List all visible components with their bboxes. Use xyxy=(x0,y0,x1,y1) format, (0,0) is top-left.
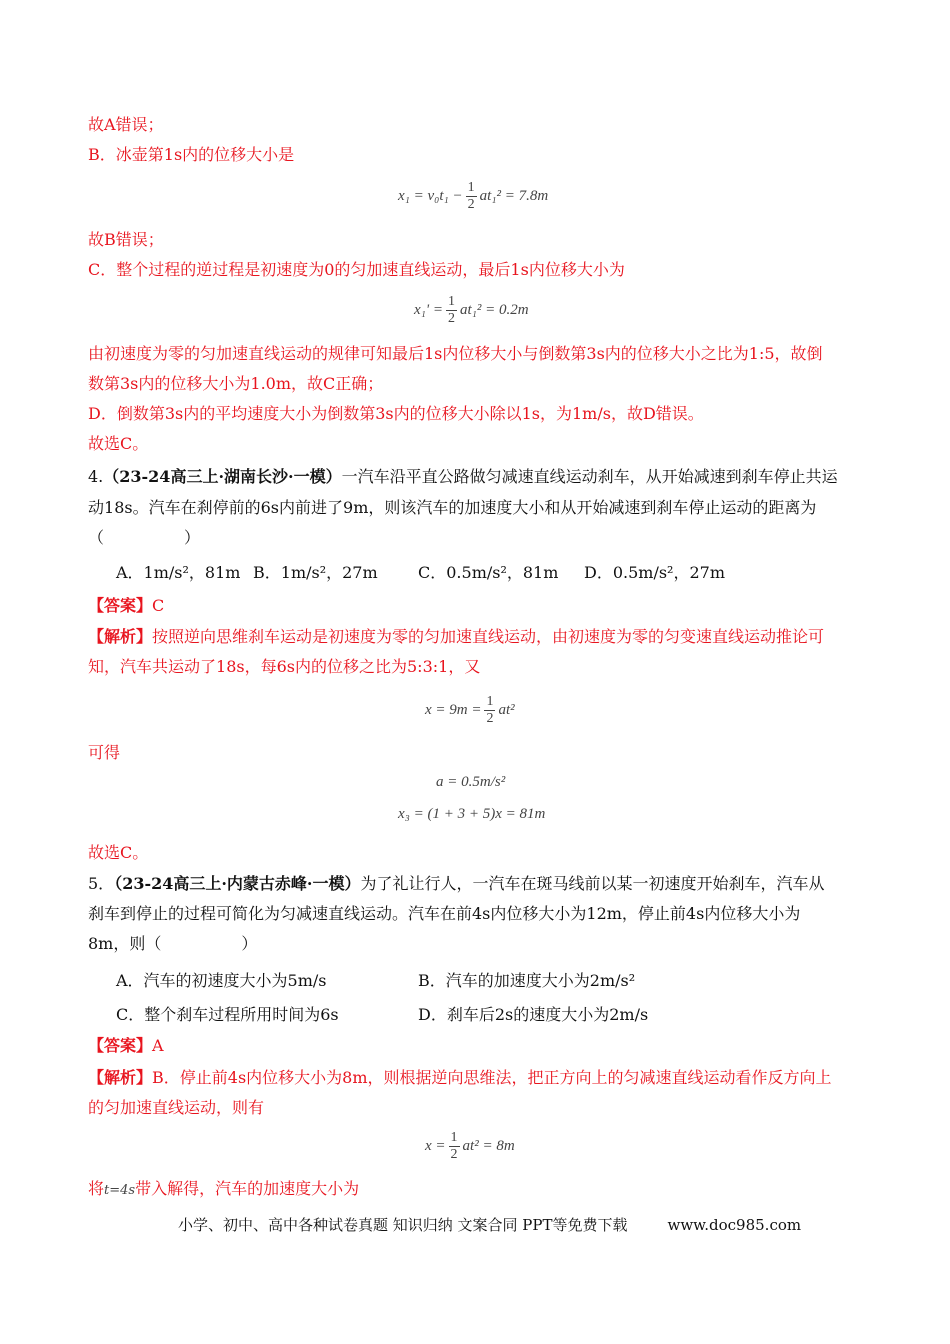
question-source: （23-24高三上·内蒙古赤峰·一模） xyxy=(114,874,361,893)
fraction: $\frac{1}{2}$ xyxy=(447,294,455,326)
option-b: B．汽车的加速度大小为2m/s² xyxy=(418,971,636,990)
option-d: D．0.5m/s²，27m xyxy=(584,563,725,582)
text-line: C．整个过程的逆过程是初速度为0的匀加速直线运动，最后1s内位移大小为 xyxy=(88,260,625,279)
equation: a = 0.5m/s² xyxy=(436,774,506,790)
text-line: 故选C。 xyxy=(88,434,149,453)
question-5-line-2: 刹车到停止的过程可简化为匀减速直线运动。汽车在前4s内位移大小为12m，停止前4s内位移大小为 xyxy=(88,904,801,923)
equation: x₃ = (1 + 3 + 5)x = 81m xyxy=(398,806,546,822)
text-line: B．冰壶第1s内的位移大小是 xyxy=(88,145,295,164)
text-line: D．倒数第3s内的平均速度大小为倒数第3s内的位移大小除以1s，为1m/s，故D错误。 xyxy=(88,404,704,423)
analysis-line-1: 【解析】按照逆向思维刹车运动是初速度为零的匀加速直线运动，由初速度为零的匀变速直线运动推论可 xyxy=(88,627,825,646)
text-line: 可得 xyxy=(88,743,121,762)
option-b: B．1m/s²，27m xyxy=(253,563,378,582)
analysis-line-2: 知，汽车共运动了18s，每6s内的位移之比为5:3:1，又 xyxy=(88,657,481,676)
analysis-line-1: 【解析】B．停止前4s内位移大小为8m，则根据逆向思维法，把正方向上的匀减速直线运动看作反方向上 xyxy=(88,1068,832,1087)
option-a: A．汽车的初速度大小为5m/s xyxy=(116,971,327,990)
fraction: $\frac{1}{2}$ xyxy=(486,694,494,726)
analysis-line-2: 的匀加速直线运动，则有 xyxy=(88,1098,265,1117)
equation: x₁' = $\frac{1}{2}$ at₁² = 0.2m xyxy=(414,294,529,326)
question-paren: （ ） xyxy=(88,528,201,547)
option-a: A．1m/s²，81m xyxy=(116,563,241,582)
question-5-line-3: 8m，则（ ） xyxy=(88,934,258,953)
option-c: C．整个刹车过程所用时间为6s xyxy=(116,1005,339,1024)
text-line: 数第3s内的位移大小为1.0m，故C正确； xyxy=(88,374,384,393)
text-line: 故选C。 xyxy=(88,843,149,862)
question-5-line-1: 5．（23-24高三上·内蒙古赤峰·一模）为了礼让行人，一汽车在斑马线前以某一初速度开始刹车，汽车从 xyxy=(88,874,825,893)
option-c: C．0.5m/s²，81m xyxy=(418,563,559,582)
text-line: 由初速度为零的匀加速直线运动的规律可知最后1s内位移大小与倒数第3s内的位移大小之比为1:5，故倒 xyxy=(88,344,823,363)
equation: x = $\frac{1}{2}$ at² = 8m xyxy=(425,1130,515,1162)
equation: x = 9m = $\frac{1}{2}$ at² xyxy=(425,694,515,726)
text-line: 故A错误； xyxy=(88,115,164,134)
question-4-line-2: 动18s。汽车在刹停前的6s内前进了9m，则该汽车的加速度大小和从开始减速到刹车停止运动的距离为 xyxy=(88,498,817,517)
fraction: $\frac{1}{2}$ xyxy=(467,180,475,212)
analysis-line-3: 将t=4s带入解得，汽车的加速度大小为 xyxy=(88,1179,360,1198)
equation: x₁ = v₀t₁ − $\frac{1}{2}$ at₁² = 7.8m xyxy=(398,180,549,212)
footer-url[interactable]: www.doc985.com xyxy=(667,1216,802,1234)
fraction: $\frac{1}{2}$ xyxy=(450,1130,458,1162)
text-line: 故B错误； xyxy=(88,230,164,249)
option-d: D．刹车后2s的速度大小为2m/s xyxy=(418,1005,649,1024)
question-4-line-1: 4.（23-24高三上·湖南长沙·一模）一汽车沿平直公路做匀减速直线运动刹车，从开始减速到刹车停止共运 xyxy=(88,467,838,486)
answer-line: 【答案】A xyxy=(88,1036,164,1055)
question-source: （23-24高三上·湖南长沙·一模） xyxy=(103,467,342,486)
page-footer: 小学、初中、高中各种试卷真题 知识归纳 文案合同 PPT等免费下载 www.doc985.com xyxy=(178,1216,802,1234)
answer-line: 【答案】C xyxy=(88,596,165,615)
